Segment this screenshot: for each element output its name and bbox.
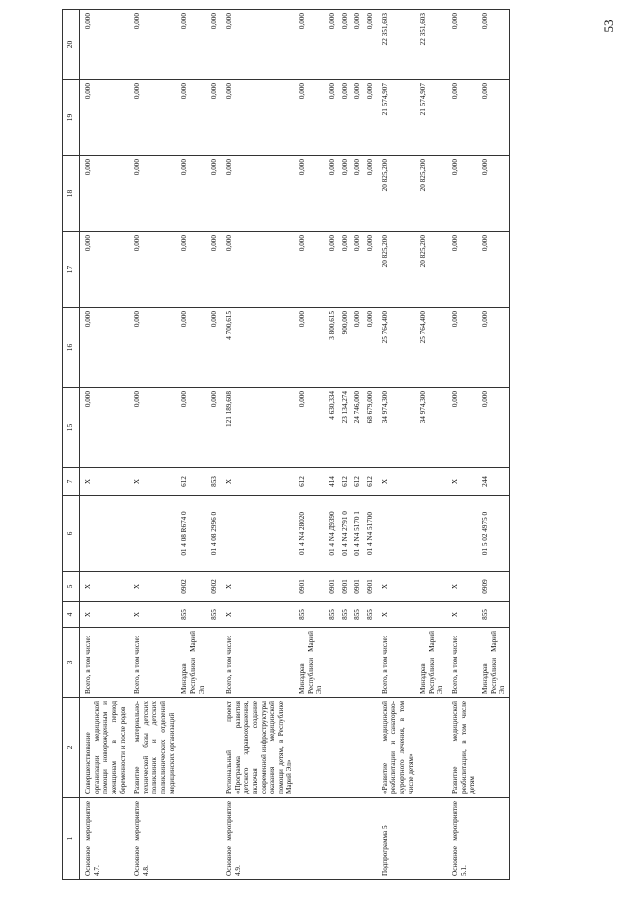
cell-c3: Всего, в том числе: [377, 628, 418, 698]
cell-c6 [221, 496, 296, 572]
cell-c15: 0,000 [208, 388, 221, 468]
cell-c1 [326, 798, 339, 880]
cell-c17: 20 825,200 [417, 232, 447, 308]
table-row [326, 10, 339, 880]
cell-c6: 01 4 N4 5170 1 [351, 496, 364, 572]
page-number-text: 53 [601, 19, 616, 33]
cell-c19: 0,000 [178, 80, 208, 156]
cell-c4: 855 [296, 602, 326, 628]
cell-c2 [479, 698, 509, 798]
cell-c18: 0,000 [479, 156, 509, 232]
cell-c20: 0,000 [339, 10, 352, 80]
cell-c17: 20 825,200 [377, 232, 418, 308]
cell-c19: 0,000 [296, 80, 326, 156]
header-cell: 20 [63, 10, 80, 80]
cell-c16: 3 800,615 [326, 308, 339, 388]
cell-c5 [417, 572, 447, 602]
cell-c15: 4 630,334 [326, 388, 339, 468]
header-cell: 19 [63, 80, 80, 156]
table-row [377, 10, 418, 880]
table-row [364, 10, 377, 880]
table-row [417, 10, 447, 880]
header-cell: 5 [63, 572, 80, 602]
cell-c2: «Развитие медицинской реабилитации и санаторно-курортного лечения, в том числе детям» [377, 698, 418, 798]
cell-c7: 612 [351, 468, 364, 496]
cell-c7: 612 [296, 468, 326, 496]
cell-c5: X [129, 572, 178, 602]
cell-c16: 900,000 [339, 308, 352, 388]
cell-c15: 24 746,000 [351, 388, 364, 468]
cell-c3: Всего, в том числе: [221, 628, 296, 698]
cell-c4: X [80, 602, 130, 628]
cell-c16: 0,000 [208, 308, 221, 388]
cell-c15: 0,000 [296, 388, 326, 468]
cell-c1 [208, 798, 221, 880]
header-cell: 4 [63, 602, 80, 628]
cell-c2 [417, 698, 447, 798]
cell-c16: 0,000 [178, 308, 208, 388]
cell-c2: Развитие медицинской реабилитации, в том числе детям [447, 698, 479, 798]
cell-c5: X [377, 572, 418, 602]
cell-c19: 21 574,907 [417, 80, 447, 156]
header-cell: 16 [63, 308, 80, 388]
cell-c17: 0,000 [221, 232, 296, 308]
cell-c1: Основное мероприятие 4.8. [129, 798, 178, 880]
table-header-row [63, 10, 80, 880]
cell-c6: 01 5 02 4975 0 [479, 496, 509, 572]
cell-c4: X [221, 602, 296, 628]
table-row [339, 10, 352, 880]
cell-c4: 855 [178, 602, 208, 628]
cell-c18: 0,000 [221, 156, 296, 232]
cell-c4: 855 [339, 602, 352, 628]
cell-c15: 34 974,300 [417, 388, 447, 468]
cell-c15: 0,000 [80, 388, 130, 468]
table-row [447, 10, 479, 880]
cell-c7: 612 [364, 468, 377, 496]
budget-table [62, 9, 510, 880]
cell-c17: 0,000 [208, 232, 221, 308]
cell-c7: 414 [326, 468, 339, 496]
cell-c15: 121 189,608 [221, 388, 296, 468]
cell-c1: Подпрограмма 5 [377, 798, 418, 880]
cell-c20: 22 351,603 [417, 10, 447, 80]
table-row [178, 10, 208, 880]
cell-c18: 0,000 [129, 156, 178, 232]
cell-c16: 0,000 [479, 308, 509, 388]
table-row [221, 10, 296, 880]
cell-c7: 244 [479, 468, 509, 496]
cell-c20: 0,000 [447, 10, 479, 80]
cell-c3: Минздрав Республики Марий Эл [296, 628, 326, 698]
cell-c6 [80, 496, 130, 572]
cell-c4: 855 [364, 602, 377, 628]
rotated-table-container [62, 10, 582, 880]
cell-c6 [447, 496, 479, 572]
cell-c17: 0,000 [351, 232, 364, 308]
cell-c2 [296, 698, 326, 798]
cell-c18: 0,000 [208, 156, 221, 232]
cell-c4: X [447, 602, 479, 628]
cell-c17: 0,000 [178, 232, 208, 308]
cell-c16: 25 764,400 [417, 308, 447, 388]
cell-c19: 0,000 [447, 80, 479, 156]
cell-c17: 0,000 [339, 232, 352, 308]
cell-c6: 01 4 N4 28020 [296, 496, 326, 572]
cell-c19: 0,000 [80, 80, 130, 156]
cell-c1 [479, 798, 509, 880]
cell-c20: 0,000 [129, 10, 178, 80]
header-cell: 7 [63, 468, 80, 496]
header-cell: 3 [63, 628, 80, 698]
cell-c4: 855 [479, 602, 509, 628]
cell-c17: 0,000 [326, 232, 339, 308]
table-row [296, 10, 326, 880]
cell-c3: Минздрав Республики Марий Эл [479, 628, 509, 698]
cell-c18: 0,000 [339, 156, 352, 232]
cell-c19: 0,000 [364, 80, 377, 156]
cell-c1 [339, 798, 352, 880]
cell-c18: 0,000 [447, 156, 479, 232]
cell-c4: 855 [326, 602, 339, 628]
cell-c2 [339, 698, 352, 798]
cell-c16: 25 764,400 [377, 308, 418, 388]
cell-c3: Минздрав Республики Марий Эл [178, 628, 208, 698]
cell-c20: 0,000 [208, 10, 221, 80]
cell-c17: 0,000 [479, 232, 509, 308]
cell-c3 [208, 628, 221, 698]
cell-c15: 0,000 [447, 388, 479, 468]
cell-c15: 68 679,000 [364, 388, 377, 468]
cell-c7 [417, 468, 447, 496]
cell-c15: 23 134,274 [339, 388, 352, 468]
cell-c2 [178, 698, 208, 798]
cell-c7: X [129, 468, 178, 496]
cell-c6 [377, 496, 418, 572]
cell-c17: 0,000 [129, 232, 178, 308]
cell-c3 [339, 628, 352, 698]
cell-c5: X [221, 572, 296, 602]
cell-c3: Всего, в том числе: [80, 628, 130, 698]
cell-c19: 0,000 [479, 80, 509, 156]
cell-c3: Всего, в том числе: [447, 628, 479, 698]
cell-c2: Региональный проект «Программа развития детского здравоохранения, включая создание современной инфраструктуры оказания медицинской помощи детям, в Республике Марий Эл» [221, 698, 296, 798]
cell-c17: 0,000 [296, 232, 326, 308]
cell-c19: 0,000 [221, 80, 296, 156]
cell-c6: 01 4 08 2996 0 [208, 496, 221, 572]
cell-c1 [364, 798, 377, 880]
cell-c7: 612 [339, 468, 352, 496]
cell-c1 [417, 798, 447, 880]
cell-c18: 0,000 [296, 156, 326, 232]
cell-c20: 0,000 [178, 10, 208, 80]
cell-c4: X [129, 602, 178, 628]
table-body [80, 10, 510, 880]
cell-c2 [326, 698, 339, 798]
cell-c18: 0,000 [178, 156, 208, 232]
cell-c15: 0,000 [479, 388, 509, 468]
cell-c7: 612 [178, 468, 208, 496]
cell-c5: 0901 [326, 572, 339, 602]
cell-c20: 0,000 [221, 10, 296, 80]
cell-c18: 0,000 [326, 156, 339, 232]
cell-c20: 0,000 [296, 10, 326, 80]
cell-c1: Основное мероприятие 5.1. [447, 798, 479, 880]
cell-c18: 0,000 [364, 156, 377, 232]
cell-c16: 0,000 [129, 308, 178, 388]
table-row [208, 10, 221, 880]
cell-c20: 22 351,603 [377, 10, 418, 80]
cell-c19: 0,000 [339, 80, 352, 156]
cell-c18: 20 825,200 [377, 156, 418, 232]
cell-c19: 0,000 [208, 80, 221, 156]
cell-c15: 34 974,300 [377, 388, 418, 468]
cell-c2 [364, 698, 377, 798]
cell-c7: X [447, 468, 479, 496]
header-cell: 17 [63, 232, 80, 308]
cell-c16: 4 700,615 [221, 308, 296, 388]
cell-c16: 0,000 [364, 308, 377, 388]
cell-c20: 0,000 [351, 10, 364, 80]
cell-c5: X [80, 572, 130, 602]
cell-c15: 0,000 [178, 388, 208, 468]
cell-c4: 855 [351, 602, 364, 628]
cell-c17: 0,000 [364, 232, 377, 308]
cell-c20: 0,000 [80, 10, 130, 80]
cell-c16: 0,000 [351, 308, 364, 388]
cell-c19: 0,000 [351, 80, 364, 156]
cell-c1 [178, 798, 208, 880]
cell-c6: 01 4 N4 2791 0 [339, 496, 352, 572]
page-number [596, 12, 622, 40]
cell-c16: 0,000 [296, 308, 326, 388]
cell-c4 [417, 602, 447, 628]
cell-c20: 0,000 [364, 10, 377, 80]
header-cell: 2 [63, 698, 80, 798]
table-row [129, 10, 178, 880]
cell-c6: 01 4 N4 Д9390 [326, 496, 339, 572]
header-cell: 18 [63, 156, 80, 232]
cell-c20: 0,000 [326, 10, 339, 80]
cell-c5: 0902 [178, 572, 208, 602]
cell-c18: 0,000 [80, 156, 130, 232]
cell-c2 [351, 698, 364, 798]
cell-c3 [364, 628, 377, 698]
cell-c19: 21 574,907 [377, 80, 418, 156]
cell-c4: 855 [208, 602, 221, 628]
cell-c5: X [447, 572, 479, 602]
cell-c3 [326, 628, 339, 698]
cell-c17: 0,000 [80, 232, 130, 308]
cell-c7: X [80, 468, 130, 496]
cell-c1 [296, 798, 326, 880]
cell-c1: Основное мероприятие 4.9. [221, 798, 296, 880]
cell-c5: 0901 [339, 572, 352, 602]
cell-c6: 01 4 08 R674 0 [178, 496, 208, 572]
cell-c20: 0,000 [479, 10, 509, 80]
cell-c4: X [377, 602, 418, 628]
cell-c2 [208, 698, 221, 798]
cell-c19: 0,000 [326, 80, 339, 156]
cell-c6 [417, 496, 447, 572]
cell-c6 [129, 496, 178, 572]
cell-c16: 0,000 [80, 308, 130, 388]
table-row [479, 10, 509, 880]
header-cell: 15 [63, 388, 80, 468]
cell-c7: X [221, 468, 296, 496]
cell-c7: 853 [208, 468, 221, 496]
header-cell: 6 [63, 496, 80, 572]
cell-c5: 0901 [364, 572, 377, 602]
cell-c3 [351, 628, 364, 698]
cell-c5: 0901 [351, 572, 364, 602]
cell-c16: 0,000 [447, 308, 479, 388]
cell-c3: Минздрав Республики Марий Эл [417, 628, 447, 698]
cell-c6: 01 4 N4 51700 [364, 496, 377, 572]
table-row [80, 10, 130, 880]
cell-c18: 0,000 [351, 156, 364, 232]
cell-c1 [351, 798, 364, 880]
table-row [351, 10, 364, 880]
cell-c5: 0909 [479, 572, 509, 602]
cell-c2: Совершенствование организации медицинской помощи новорожденным и женщинам в период беременности и после родов [80, 698, 130, 798]
cell-c7: X [377, 468, 418, 496]
cell-c19: 0,000 [129, 80, 178, 156]
cell-c5: 0901 [296, 572, 326, 602]
cell-c5: 0902 [208, 572, 221, 602]
cell-c2: Развитие материально-технической базы детских поликлиник и детских поликлинических отделений медицинских организаций [129, 698, 178, 798]
cell-c18: 20 825,200 [417, 156, 447, 232]
cell-c17: 0,000 [447, 232, 479, 308]
cell-c15: 0,000 [129, 388, 178, 468]
cell-c3: Всего, в том числе: [129, 628, 178, 698]
header-cell: 1 [63, 798, 80, 880]
cell-c1: Основное мероприятие 4.7. [80, 798, 130, 880]
